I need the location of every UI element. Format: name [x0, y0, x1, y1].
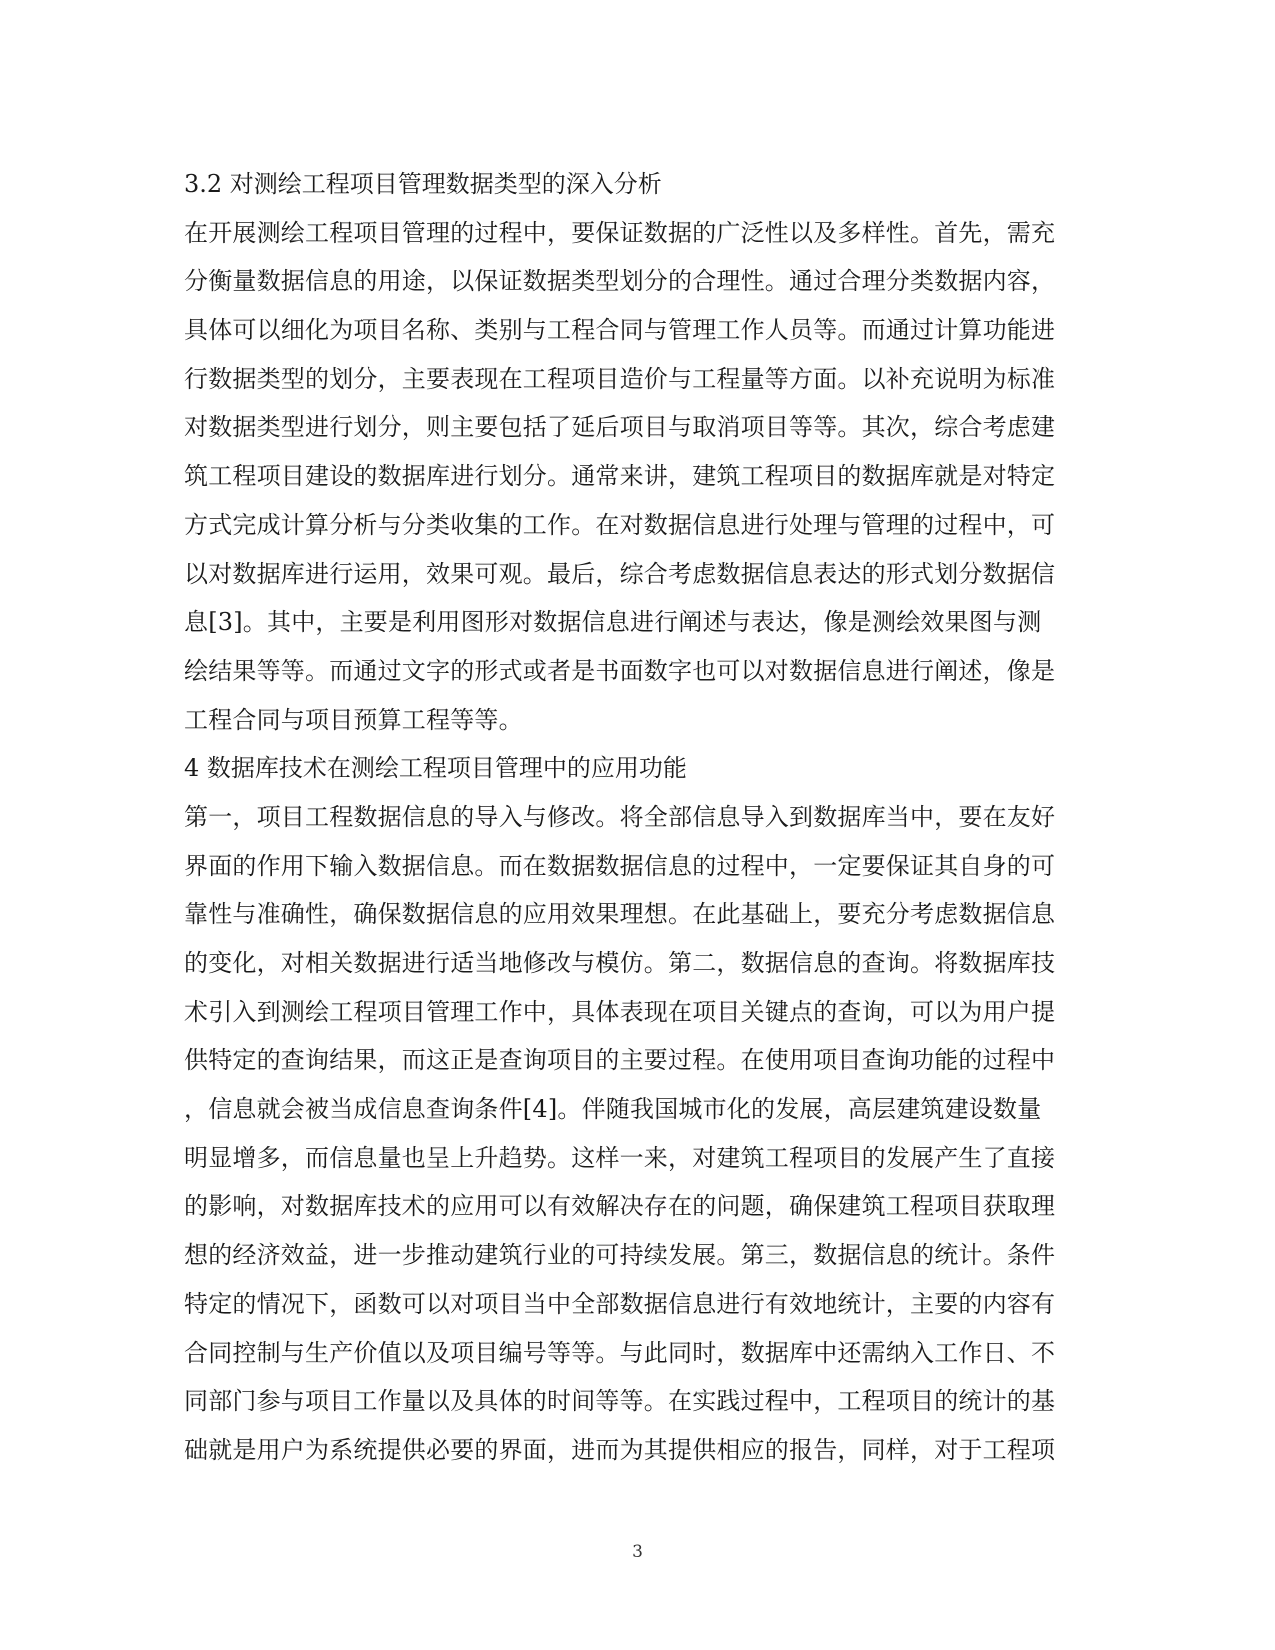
paragraph-line: 靠性与准确性，确保数据信息的应用效果理想。在此基础上，要充分考虑数据信息: [184, 900, 1056, 929]
paragraph-line: 具体可以细化为项目名称、类别与工程合同与管理工作人员等。而通过计算功能进: [184, 316, 1056, 345]
paragraph-line: 明显增多，而信息量也呈上升趋势。这样一来，对建筑工程项目的发展产生了直接: [184, 1143, 1056, 1172]
page-number: 3: [632, 1542, 643, 1562]
paragraph-line: 分衡量数据信息的用途，以保证数据类型划分的合理性。通过合理分类数据内容，: [184, 267, 1056, 296]
paragraph-line: 息[3]。其中，主要是利用图形对数据信息进行阐述与表达，像是测绘效果图与测: [184, 608, 1042, 637]
paragraph-line: 的变化，对相关数据进行适当地修改与模仿。第二，数据信息的查询。将数据库技: [184, 949, 1056, 977]
paragraph-line: 界面的作用下输入数据信息。而在数据数据信息的过程中，一定要保证其自身的可: [184, 851, 1056, 880]
paragraph-line: 行数据类型的划分，主要表现在工程项目造价与工程量等方面。以补充说明为标准: [184, 364, 1056, 393]
paragraph-line: 合同控制与生产价值以及项目编号等等。与此同时，数据库中还需纳入工作日、不: [184, 1338, 1056, 1367]
section-3-2-paragraph: [184, 209, 1094, 745]
paragraph-line: 工程合同与项目预算工程等等。: [184, 705, 523, 734]
paragraph-line: 想的经济效益，进一步推动建筑行业的可持续发展。第三，数据信息的统计。条件: [184, 1241, 1056, 1270]
paragraph-line: 第一，项目工程数据信息的导入与修改。将全部信息导入到数据库当中，要在友好: [184, 802, 1056, 831]
paragraph-line: 筑工程项目建设的数据库进行划分。通常来讲，建筑工程项目的数据库就是对特定: [184, 462, 1056, 491]
paragraph-line: 在开展测绘工程项目管理的过程中，要保证数据的广泛性以及多样性。首先，需充: [184, 218, 1056, 247]
paragraph-line: 的影响，对数据库技术的应用可以有效解决存在的问题，确保建筑工程项目获取理: [184, 1192, 1056, 1221]
paragraph-line: 方式完成计算分析与分类收集的工作。在对数据信息进行处理与管理的过程中，可: [184, 510, 1056, 539]
paragraph-line: 特定的情况下，函数可以对项目当中全部数据信息进行有效地统计，主要的内容有: [184, 1289, 1056, 1318]
paragraph-line: 绘结果等等。而通过文字的形式或者是书面数字也可以对数据信息进行阐述，像是: [184, 656, 1056, 685]
paragraph-line: 础就是用户为系统提供必要的界面，进而为其提供相应的报告，同样，对于工程项: [184, 1435, 1056, 1464]
section-heading-4: 4 数据库技术在测绘工程项目管理中的应用功能: [184, 754, 687, 783]
paragraph-line: ，信息就会被当成信息查询条件[4]。伴随我国城市化的发展，高层建筑建设数量: [184, 1095, 1042, 1124]
paragraph-line: 同部门参与项目工作量以及具体的时间等等。在实践过程中，工程项目的统计的基: [184, 1387, 1056, 1416]
paragraph-line: 对数据类型进行划分，则主要包括了延后项目与取消项目等等。其次，综合考虑建: [184, 413, 1056, 442]
paragraph-line: 供特定的查询结果，而这正是查询项目的主要过程。在使用项目查询功能的过程中: [184, 1046, 1056, 1075]
section-4-paragraph: [184, 793, 1094, 1475]
paragraph-line: 术引入到测绘工程项目管理工作中，具体表现在项目关键点的查询，可以为用户提: [184, 997, 1056, 1026]
page-content: [184, 160, 1094, 1475]
section-heading-3-2: 3.2 对测绘工程项目管理数据类型的深入分析: [184, 170, 662, 198]
paragraph-line: 以对数据库进行运用，效果可观。最后，综合考虑数据信息表达的形式划分数据信: [184, 559, 1056, 588]
